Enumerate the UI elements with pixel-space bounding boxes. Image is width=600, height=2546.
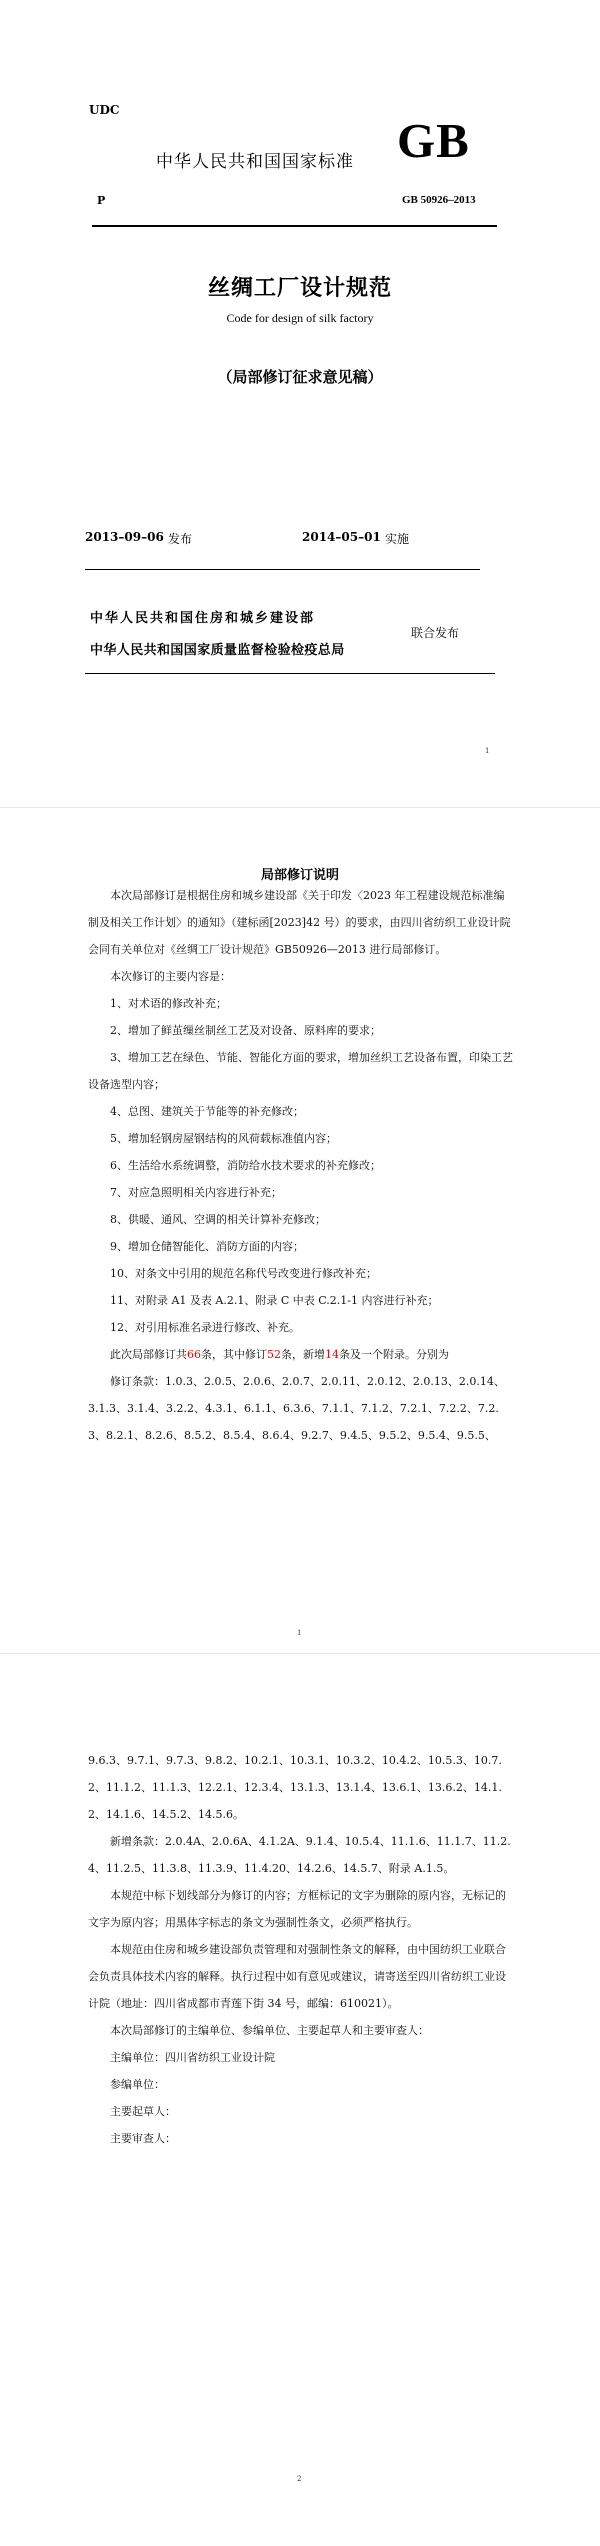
revision-item: 5、增加轻钢房屋钢结构的风荷载标准值内容； (110, 1132, 337, 1145)
page-separator (0, 1653, 600, 1654)
joint-issue-label: 联合发布 (411, 626, 460, 640)
revision-item: 11、对附录 A1 及表 A.2.1、附录 C 中表 C.2.1-1 内容进行补充； (110, 1294, 439, 1307)
issue-date: 2013–09–06 (85, 530, 164, 544)
count-total: 66 (187, 1348, 201, 1361)
intro-paragraph: 本次局部修订是根据住房和城乡建设部《关于印发〈2023 年工程建设规范标准编制及相关工作计划〉的通知》（建标函[2023]42 号）的要求，由四川省纺织工业设计院会同有关单位对《丝绸工厂设计规范》GB50926—2013 进行局部修订。 (88, 889, 511, 956)
revision-item: 3、增加工艺在绿色、节能、智能化方面的要求，增加丝织工艺设备布置，印染工艺设备选型内容； (88, 1051, 513, 1091)
revision-item: 8、供暖、通风、空调的相关计算补充修改； (110, 1213, 326, 1226)
draft-note: （局部修订征求意见稿） (217, 368, 383, 386)
marking-note: 本规范中标下划线部分为修订的内容；方框标记的文字为删除的原内容，无标记的文字为原内容；用黑体字标志的条文为强制性条文，必须严格执行。 (88, 1889, 506, 1929)
issuer-mohurd: 中华人民共和国住房和城乡建设部 (90, 611, 316, 626)
revision-item: 10、对条文中引用的规范名称代号改变进行修改补充； (110, 1267, 377, 1280)
revision-item: 2、增加了鲜茧缫丝制丝工艺及对设备、原料库的要求； (110, 1024, 381, 1037)
revision-notes (88, 882, 513, 1449)
category-code: P (97, 194, 106, 207)
header-rule (92, 225, 497, 227)
revision-item: 7、对应急照明相关内容进行补充； (110, 1186, 282, 1199)
revision-count (88, 1341, 513, 1368)
standard-title: 中华人民共和国国家标准 (156, 152, 354, 172)
page-number: 1 (485, 747, 490, 755)
revision-item: 1、对术语的修改补充； (110, 997, 227, 1010)
count-mid1: 条，其中修订 (201, 1348, 267, 1361)
section-heading: 局部修订说明 (260, 868, 339, 883)
issuer-aqsiq: 中华人民共和国国家质量监督检验检疫总局 (90, 643, 345, 658)
count-revised: 52 (267, 1348, 281, 1361)
drafters: 主要起草人： (110, 2105, 176, 2118)
page-number: 2 (297, 2475, 302, 2483)
page-separator (0, 807, 600, 808)
gb-logo: GB (397, 113, 470, 168)
revision-notes-continued (88, 1747, 513, 2152)
management-note: 本规范由住房和城乡建设部负责管理和对强制性条文的解释，由中国纺织工业联合会负责具体技术内容的解释。执行过程中如有意见或建议，请寄送至四川省纺织工业设计院（地址：四川省成都市青莲下街 34 号，邮编：610021）。 (88, 1943, 506, 2010)
main-content-label: 本次修订的主要内容是： (110, 970, 231, 983)
standard-code: GB 50926–2013 (402, 194, 476, 206)
count-added: 14 (325, 1348, 339, 1361)
count-post: 条及一个附录。分别为 (339, 1348, 449, 1361)
participating-units: 参编单位： (110, 2078, 165, 2091)
revision-item: 4、总图、建筑关于节能等的补充修改； (110, 1105, 304, 1118)
effective-date: 2014–05–01 (302, 530, 381, 544)
reviewers: 主要审查人： (110, 2132, 176, 2145)
count-pre: 此次局部修订共 (110, 1348, 187, 1361)
document-title: 丝绸工厂设计规范 (207, 275, 392, 301)
udc-label: UDC (89, 103, 120, 117)
page-number: 1 (297, 1629, 302, 1637)
issue-label: 发布 (168, 532, 193, 546)
issuer-rule (85, 673, 495, 674)
revision-item: 12、对引用标准名录进行修改、补充。 (110, 1321, 300, 1334)
document-title-en: Code for design of silk factory (226, 311, 374, 325)
new-clauses: 新增条款：2.0.4A、2.0.6A、4.1.2A、9.1.4、10.5.4、11.1.6、11.1.7、11.2.4、11.2.5、11.3.8、11.3.9、11.4.20、14.2.6、14.5.7、附录 A.1.5。 (88, 1835, 511, 1875)
revision-item: 6、生活给水系统调整，消防给水技术要求的补充修改； (110, 1159, 381, 1172)
revision-item: 9、增加仓储智能化、消防方面的内容； (110, 1240, 304, 1253)
revised-clauses-continued: 9.6.3、9.7.1、9.7.3、9.8.2、10.2.1、10.3.1、10.3.2、10.4.2、10.5.3、10.7.2、11.1.2、11.1.3、12.2.1、12.3.4、13.1.3、13.1.4、13.6.1、13.6.2、14.1.2、14.1.6、14.5.2、14.5.6。 (88, 1754, 502, 1821)
effective-label: 实施 (385, 532, 410, 546)
chief-unit: 主编单位：四川省纺织工业设计院 (110, 2051, 275, 2064)
date-rule (85, 569, 480, 570)
units-intro: 本次局部修订的主编单位、参编单位、主要起草人和主要审查人： (110, 2024, 429, 2037)
revised-clauses: 修订条款：1.0.3、2.0.5、2.0.6、2.0.7、2.0.11、2.0.12、2.0.13、2.0.14、3.1.3、3.1.4、3.2.2、4.3.1、6.1.1、6.3.6、7.1.1、7.1.2、7.2.1、7.2.2、7.2.3、8.2.1、8.2.6、8.5.2、8.5.4、8.6.4、9.2.7、9.4.5、9.5.2、9.5.4、9.5.5、 (88, 1375, 505, 1442)
count-mid2: 条，新增 (281, 1348, 325, 1361)
